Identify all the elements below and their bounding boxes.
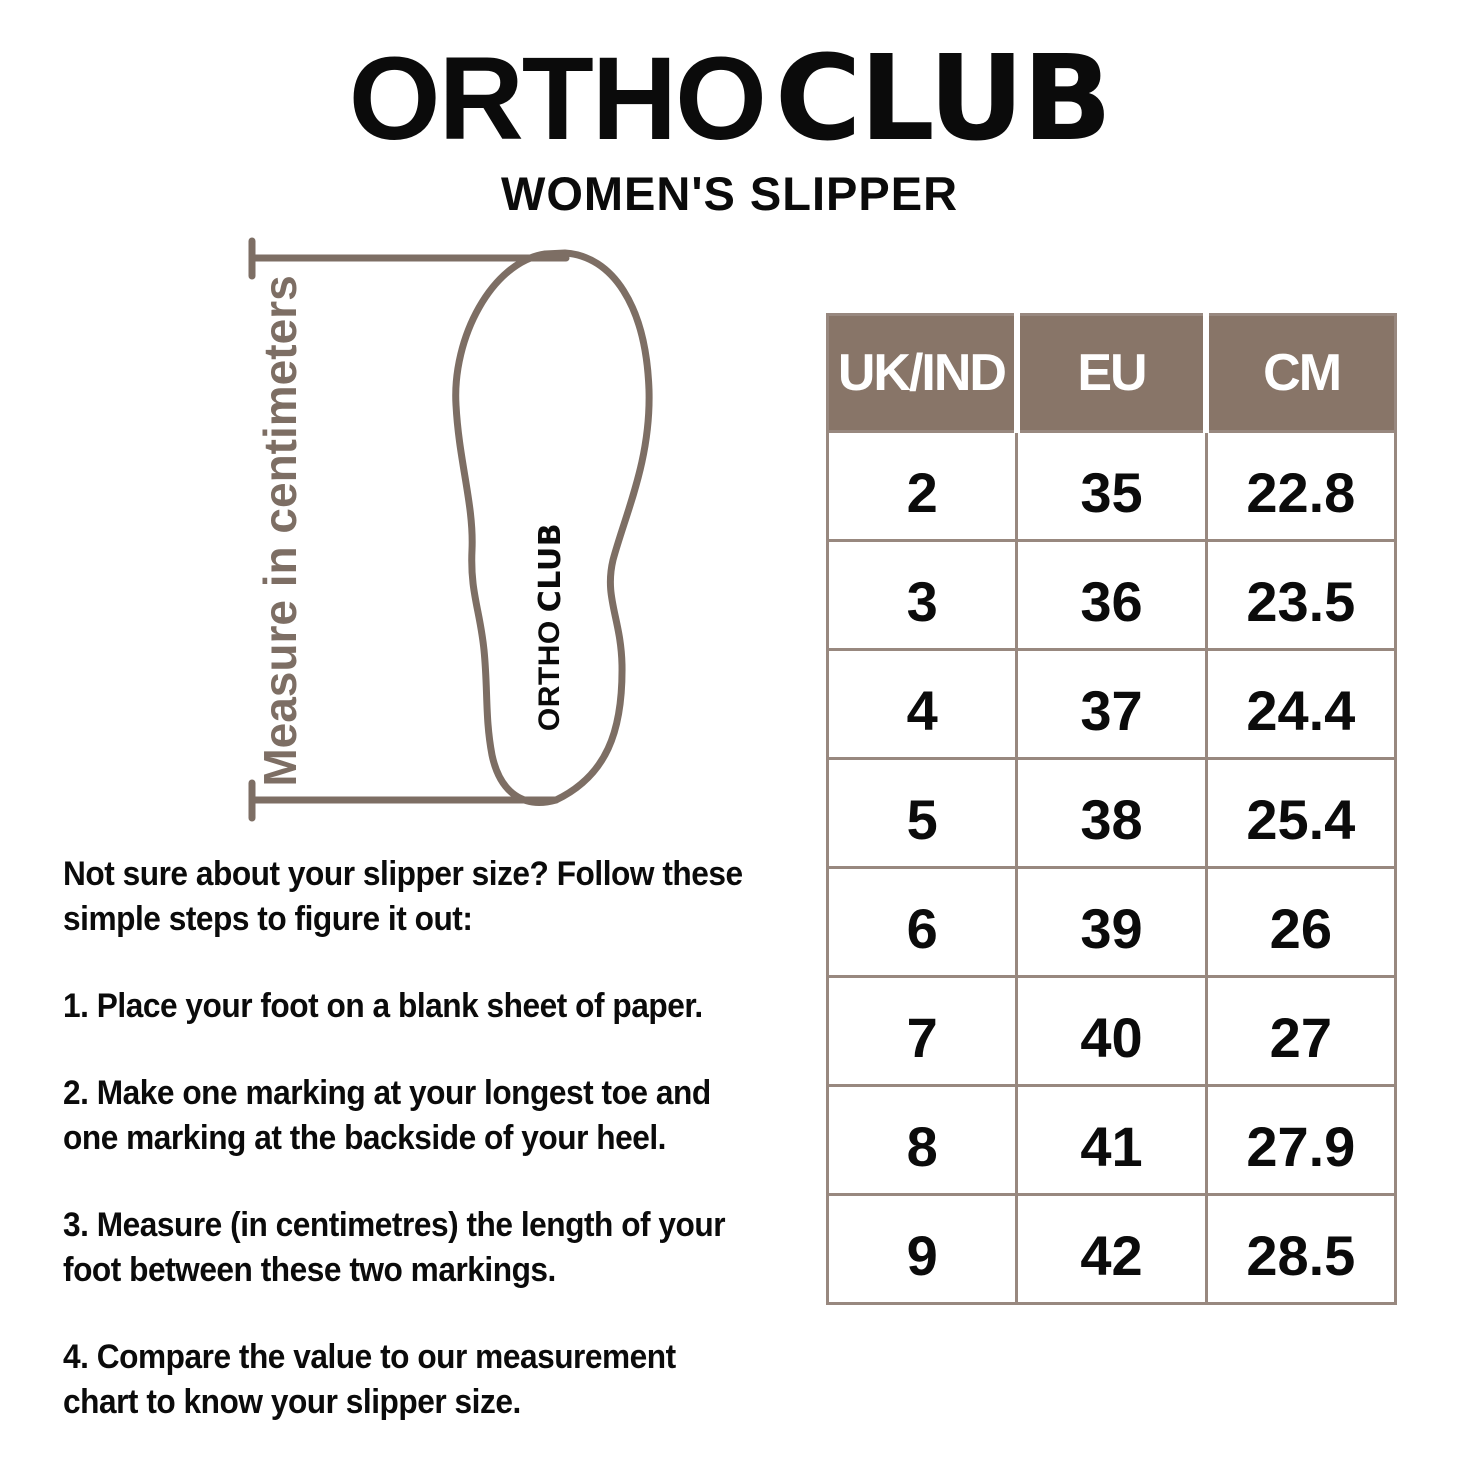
measure-in-centimeters-label: Measure in centimeters [254, 275, 307, 787]
table-row [828, 868, 1396, 977]
instruction-step-3 [63, 1203, 826, 1293]
size-cell-cm: 22.8 [1206, 432, 1395, 541]
instruction-line: simple steps to figure it out: [63, 900, 473, 938]
size-cell-eu: 38 [1017, 759, 1206, 868]
top-measure-line [252, 241, 566, 276]
size-cell-uk: 4 [828, 650, 1017, 759]
header-row [828, 315, 1396, 432]
instruction-line: one marking at the backside of your heel. [63, 1119, 666, 1157]
size-cell-eu: 42 [1017, 1195, 1206, 1304]
size-cell-eu: 39 [1017, 868, 1206, 977]
table-row [828, 432, 1396, 541]
table-row [828, 1086, 1396, 1195]
size-cell-uk: 8 [828, 1086, 1017, 1195]
size-table [826, 313, 1397, 1305]
size-cell-uk: 6 [828, 868, 1017, 977]
instruction-line: chart to know your slipper size. [63, 1383, 521, 1421]
size-cell-uk: 5 [828, 759, 1017, 868]
column-header-uk-ind: UK/IND [828, 315, 1017, 432]
size-cell-cm: 24.4 [1206, 650, 1395, 759]
sizing-instructions [63, 852, 826, 1459]
instruction-intro [63, 852, 826, 942]
size-cell-cm: 28.5 [1206, 1195, 1395, 1304]
size-cell-uk: 2 [828, 432, 1017, 541]
size-cell-eu: 36 [1017, 541, 1206, 650]
page-subtitle: WOMEN'S SLIPPER [500, 167, 959, 220]
size-cell-cm: 25.4 [1206, 759, 1395, 868]
insole-brand-ortho: ORTHO [532, 620, 566, 732]
brand-title-club: CLUB [774, 29, 1111, 167]
foot-measurement-diagram [215, 225, 715, 840]
foot-diagram-svg [215, 225, 715, 840]
size-cell-uk: 3 [828, 541, 1017, 650]
size-cell-cm: 27.9 [1206, 1086, 1395, 1195]
size-cell-eu: 40 [1017, 977, 1206, 1086]
size-cell-cm: 27 [1206, 977, 1395, 1086]
size-cell-cm: 23.5 [1206, 541, 1395, 650]
size-cell-eu: 35 [1017, 432, 1206, 541]
table-row [828, 1195, 1396, 1304]
instruction-step-2 [63, 1071, 826, 1161]
table-row [828, 977, 1396, 1086]
column-header-eu: EU [1017, 315, 1206, 432]
table-row [828, 541, 1396, 650]
size-cell-eu: 37 [1017, 650, 1206, 759]
instruction-line: foot between these two markings. [63, 1251, 556, 1289]
instruction-line: Not sure about your slipper size? Follow these [63, 855, 743, 893]
brand-title [0, 29, 1459, 167]
size-cell-eu: 41 [1017, 1086, 1206, 1195]
instruction-step-1 [63, 984, 826, 1029]
instruction-line: 1. Place your foot on a blank sheet of paper. [63, 987, 703, 1025]
table-row [828, 650, 1396, 759]
table-row [828, 759, 1396, 868]
size-cell-cm: 26 [1206, 868, 1395, 977]
size-table-body [828, 432, 1396, 1304]
size-cell-uk: 9 [828, 1195, 1017, 1304]
instruction-line: 4. Compare the value to our measurement [63, 1338, 676, 1376]
instruction-step-4 [63, 1335, 826, 1425]
insole-brand-label [533, 523, 568, 731]
instruction-line: 2. Make one marking at your longest toe and [63, 1074, 711, 1112]
column-header-cm: CM [1206, 315, 1395, 432]
size-cell-uk: 7 [828, 977, 1017, 1086]
size-table-header [828, 315, 1396, 432]
insole-brand-club: CLUB [532, 522, 568, 613]
title-block [0, 29, 1459, 220]
brand-title-ortho: ORTHO [348, 33, 765, 165]
instruction-line: 3. Measure (in centimetres) the length of your [63, 1206, 726, 1244]
